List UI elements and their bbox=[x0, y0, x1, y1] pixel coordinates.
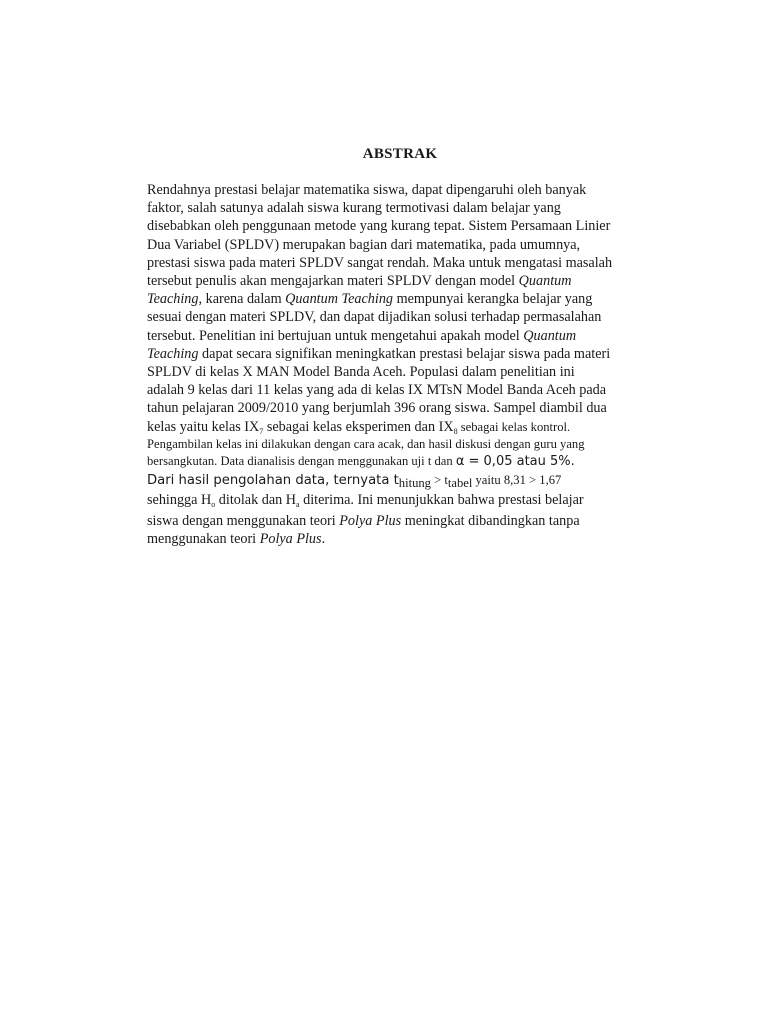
abstract-line bbox=[147, 345, 667, 363]
subscript: 8 bbox=[453, 426, 458, 436]
text-run: yaitu 8,31 > 1,67 bbox=[472, 472, 562, 487]
abstract-line bbox=[147, 272, 667, 290]
italic-term: Quantum Teaching bbox=[285, 291, 394, 308]
abstract-line: Rendahnya prestasi belajar matematika siswa, dapat dipengaruhi oleh banyak bbox=[147, 182, 587, 198]
abstract-line: Dua Variabel (SPLDV) merupakan bagian dari matematika, pada umumnya, bbox=[147, 236, 581, 253]
text-run: mempunyai kerangka belajar yang bbox=[393, 291, 593, 308]
text-run: menggunakan teori bbox=[147, 531, 260, 548]
subscript: 7 bbox=[259, 426, 264, 436]
abstract-line bbox=[147, 418, 667, 436]
text-run: tersebut penulis akan mengajarkan materi SPLDV dengan model bbox=[147, 273, 519, 290]
abstract-line: disebabkan oleh penggunaan metode yang kurang tepat. Sistem Persamaan Linier bbox=[147, 218, 611, 235]
abstract-line bbox=[147, 453, 667, 470]
abstract-line bbox=[147, 491, 667, 509]
subscript: tabel bbox=[447, 475, 473, 490]
italic-term: Polya Plus bbox=[259, 531, 322, 548]
text-run: sebagai kelas kontrol. bbox=[457, 419, 571, 434]
italic-term: Quantum bbox=[523, 327, 577, 344]
italic-term: Teaching bbox=[147, 345, 199, 362]
abstract-line: adalah 9 kelas dari 11 kelas yang ada di kelas IX MTsN Model Banda Aceh pada bbox=[147, 382, 607, 399]
abstract-line bbox=[147, 470, 667, 491]
subscript: a bbox=[296, 499, 300, 509]
abstract-body bbox=[147, 181, 667, 548]
text-run: kelas yaitu kelas IX bbox=[147, 418, 260, 435]
abstract-line: tahun pelajaran 2009/2010 yang berjumlah 396 orang siswa. Sampel diambil dua bbox=[147, 400, 607, 417]
abstract-line: sesuai dengan materi SPLDV, dan dapat dijadikan solusi terhadap permasalahan bbox=[147, 309, 602, 326]
text-run: meningkat dibandingkan tanpa bbox=[401, 513, 580, 530]
italic-term: Polya Plus bbox=[339, 513, 402, 530]
abstract-line bbox=[147, 530, 667, 548]
text-run: sebagai kelas eksperimen dan IX bbox=[263, 418, 454, 435]
subscript: o bbox=[211, 499, 216, 509]
text-run: Dari hasil pengolahan data, ternyata t bbox=[147, 472, 399, 488]
text-run: tersebut. Penelitian ini bertujuan untuk mengetahui apakah model bbox=[147, 327, 524, 344]
text-run: ditolak dan H bbox=[215, 491, 297, 508]
abstract-line: faktor, salah satunya adalah siswa kurang termotivasi dalam belajar yang bbox=[147, 200, 561, 217]
italic-term: Teaching bbox=[147, 291, 199, 308]
alpha-expression: α = 0,05 atau 5%. bbox=[455, 453, 575, 469]
italic-term: Quantum bbox=[518, 273, 572, 290]
text-run: siswa dengan menggunakan teori bbox=[147, 513, 340, 530]
text-run: , karena dalam bbox=[198, 291, 286, 308]
text-run: sehingga H bbox=[147, 491, 212, 508]
abstract-line bbox=[147, 327, 667, 345]
abstract-line: SPLDV di kelas X MAN Model Banda Aceh. Populasi dalam penelitian ini bbox=[147, 364, 575, 381]
abstract-line bbox=[147, 290, 667, 308]
text-run: bersangkutan. Data dianalisis dengan menggunakan uji t dan bbox=[147, 453, 456, 468]
abstract-title: ABSTRAK bbox=[362, 146, 438, 162]
abstract-line bbox=[147, 512, 667, 530]
abstract-line: prestasi siswa pada materi SPLDV sangat rendah. Maka untuk mengatasi masalah bbox=[147, 254, 613, 271]
text-run: diterima. Ini menunjukkan bahwa prestasi belajar bbox=[299, 491, 584, 508]
subscript: hitung bbox=[398, 475, 431, 490]
text-run: dapat secara signifikan meningkatkan prestasi belajar siswa pada materi bbox=[198, 345, 611, 362]
abstract-line: Pengambilan kelas ini dilakukan dengan cara acak, dan hasil diskusi dengan guru yang bbox=[147, 436, 585, 451]
text-run: . bbox=[321, 531, 326, 548]
text-run: > t bbox=[430, 472, 448, 487]
